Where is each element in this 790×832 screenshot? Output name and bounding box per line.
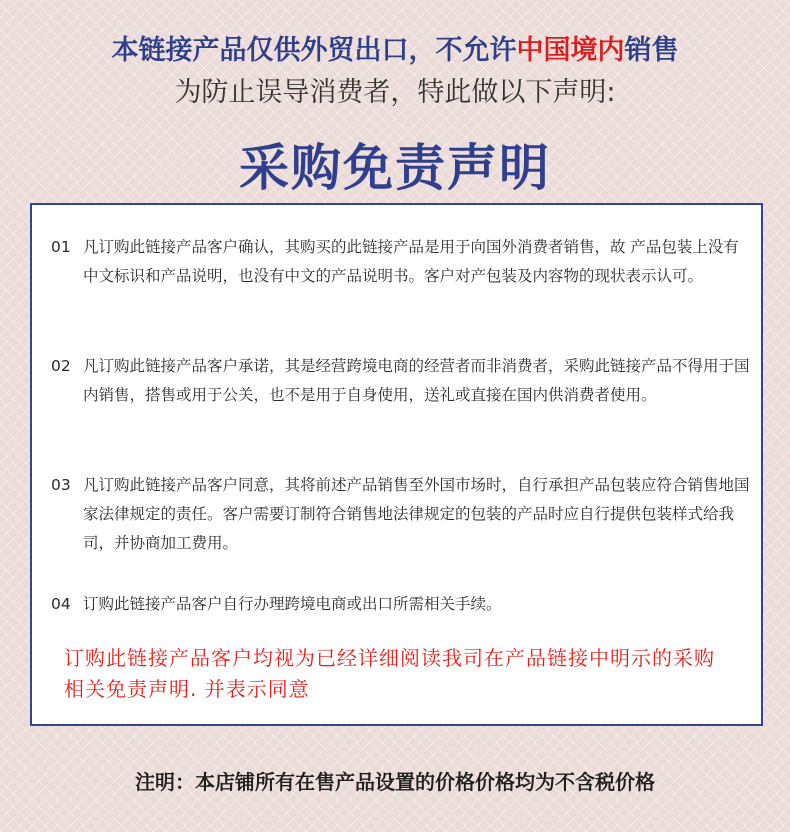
clause-text: 凡订购此链接产品客户承诺，其是经营跨境电商的经营者而非消费者，采购此链接产品不得用于国内销售，搭售或用于公关，也不是用于自身使用，送礼或直接在国内供消费者使用。 bbox=[83, 357, 750, 404]
clause-number: 04 bbox=[51, 595, 71, 613]
clause-01 bbox=[51, 233, 751, 291]
clause-number: 03 bbox=[51, 476, 71, 494]
clause-text: 凡订购此链接产品客户同意，其将前述产品销售至外国市场时，自行承担产品包装应符合销售地国家法律规定的责任。客户需要订制符合销售地法律规定的包装的产品时应自行提供包装样式给我司，并协商加工费用。 bbox=[83, 476, 750, 552]
clause-02 bbox=[51, 352, 751, 410]
page-title: 采购免责声明 bbox=[239, 139, 551, 197]
clause-03 bbox=[51, 471, 751, 558]
clause-text: 订购此链接产品客户自行办理跨境电商或出口所需相关手续。 bbox=[83, 595, 502, 613]
header-line-2: 为防止误导消费者，特此做以下声明: bbox=[174, 77, 616, 108]
tax-footnote: 注明：本店铺所有在售产品设置的价格价格均为不含税价格 bbox=[135, 770, 655, 794]
clause-04 bbox=[51, 590, 751, 619]
clause-text: 凡订购此链接产品客户确认，其购买的此链接产品是用于向国外消费者销售，故 产品包装上没有中文标识和产品说明，也没有中文的产品说明书。客户对产包装及内容物的现状表示认可。 bbox=[83, 238, 739, 285]
header-line-1-suffix: 销售 bbox=[624, 35, 679, 66]
clause-number: 01 bbox=[51, 238, 71, 256]
header-line-1-prefix: 本链接产品仅供外贸出口，不允许 bbox=[111, 35, 517, 66]
agreement-note: 订购此链接产品客户均视为已经详细阅读我司在产品链接中明示的采购相关免责声明. 并表示同意 bbox=[64, 646, 715, 701]
header-line-1-highlight: 中国境内 bbox=[516, 35, 625, 66]
header-line-1 bbox=[0, 28, 790, 67]
disclaimer-panel bbox=[30, 203, 763, 726]
clause-number: 02 bbox=[51, 357, 71, 375]
